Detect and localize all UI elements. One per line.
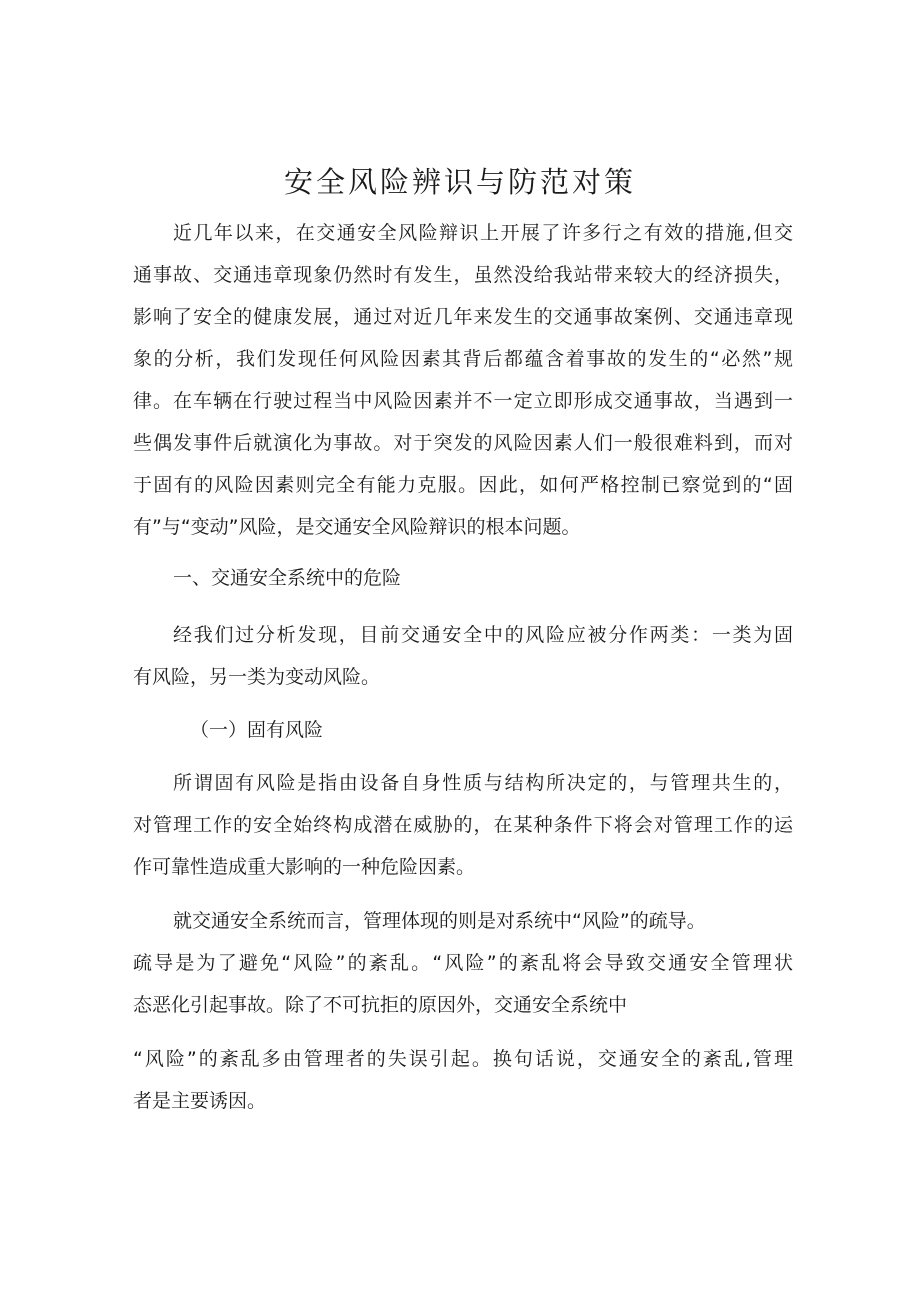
paragraph-3-line-2: 对管理工作的安全始终构成潜在威胁的，在某种条件下将会对管理工作的运 bbox=[133, 814, 793, 836]
paragraph-4-line-2: 疏导是为了避免“风险”的紊乱。“风险”的紊乱将会导致交通安全管理状 bbox=[133, 952, 793, 974]
paragraph-1-line-6: 些偶发事件后就演化为事故。对于突发的风险因素人们一般很难料到，而对 bbox=[133, 432, 793, 454]
paragraph-1-line-5: 律。在车辆在行驶过程当中风险因素并不一定立即形成交通事故，当遇到一 bbox=[133, 390, 793, 412]
paragraph-1-line-2: 通事故、交通违章现象仍然时有发生，虽然没给我站带来较大的经济损失， bbox=[133, 264, 793, 286]
paragraph-1-line-4: 象的分析，我们发现任何风险因素其背后都蕴含着事故的发生的“必然”规 bbox=[133, 348, 793, 370]
document-title: 安全风险辨识与防范对策 bbox=[283, 165, 636, 199]
paragraph-3-line-3: 作可靠性造成重大影响的一种危险因素。 bbox=[133, 856, 476, 878]
paragraph-4-line-1: 就交通安全系统而言，管理体现的则是对系统中“风险”的疏导。 bbox=[173, 910, 706, 932]
paragraph-2-line-2: 有风险，另一类为变动风险。 bbox=[133, 666, 381, 688]
paragraph-3-line-1: 所谓固有风险是指由设备自身性质与结构所决定的，与管理共生的， bbox=[173, 772, 793, 794]
paragraph-5-line-2: 者是主要诱因。 bbox=[133, 1090, 267, 1112]
paragraph-1-line-3: 影响了安全的健康发展，通过对近几年来发生的交通事故案例、交通违章现 bbox=[133, 306, 793, 328]
paragraph-1-line-8: 有”与“变动”风险，是交通安全风险辩识的根本问题。 bbox=[133, 516, 581, 538]
paragraph-1-line-7: 于固有的风险因素则完全有能力克服。因此，如何严格控制已察觉到的“固 bbox=[133, 474, 793, 496]
section-heading-2: （一）固有风险 bbox=[190, 719, 324, 741]
paragraph-4-line-3: 态恶化引起事故。除了不可抗拒的原因外，交通安全系统中 bbox=[133, 994, 628, 1016]
paragraph-2-line-1: 经我们过分析发现，目前交通安全中的风险应被分作两类：一类为固 bbox=[173, 624, 793, 646]
section-heading-1: 一、交通安全系统中的危险 bbox=[173, 567, 402, 589]
paragraph-5-line-1: “风险”的紊乱多由管理者的失误引起。换句话说，交通安全的紊乱,管理 bbox=[133, 1048, 793, 1070]
paragraph-1-line-1: 近几年以来，在交通安全风险辩识上开展了许多行之有效的措施,但交 bbox=[173, 222, 793, 244]
